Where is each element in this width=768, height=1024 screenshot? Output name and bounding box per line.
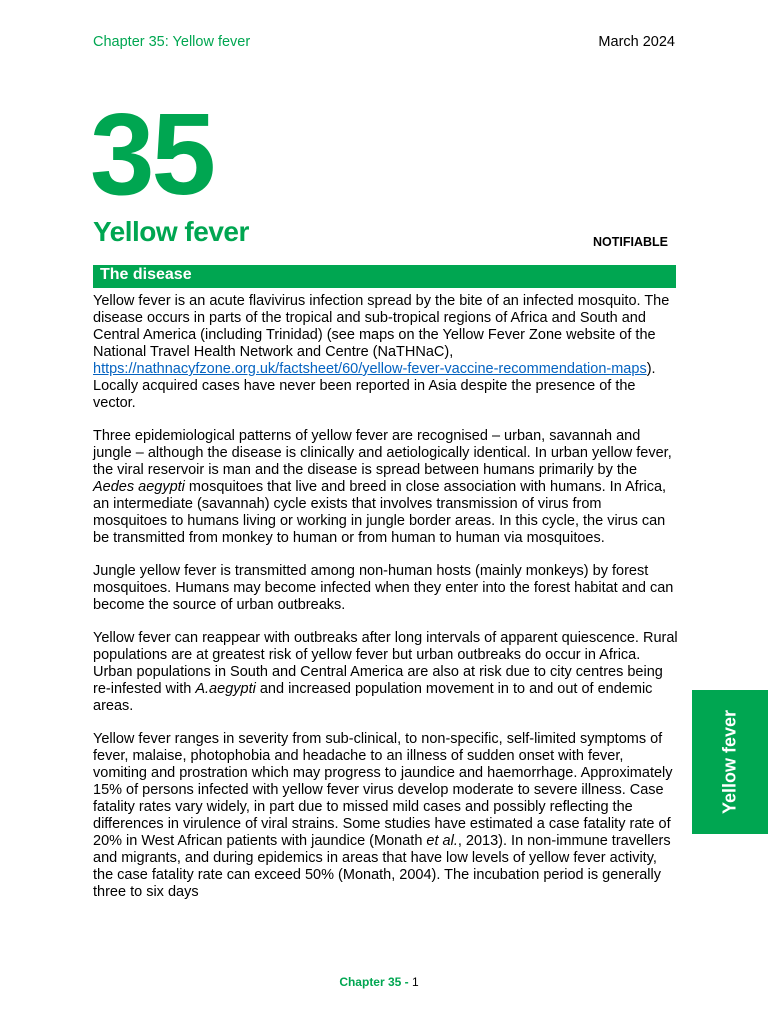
yellow-fever-maps-link[interactable]: https://nathnacyfzone.org.uk/factsheet/60/yellow-fever-vaccine-recommendation-maps xyxy=(93,361,647,377)
notifiable-label: NOTIFIABLE xyxy=(593,235,668,249)
page-footer xyxy=(0,975,758,989)
chapter-side-tab xyxy=(692,690,768,834)
body-text xyxy=(93,293,679,917)
paragraph-5-text-b: , 2013). In non-immune travellers and migrants, and during epidemics in areas that have low levels of yellow fever activity, the case fatality rate can exceed 50% (Monath, 2004). The incubation period is generally three to six days xyxy=(93,833,671,900)
running-header-chapter: Chapter 35: Yellow fever xyxy=(93,34,251,50)
paragraph-1 xyxy=(93,293,679,412)
side-tab-label: Yellow fever xyxy=(719,709,740,815)
footer-chapter: Chapter 35 - xyxy=(339,975,412,989)
paragraph-2-species: Aedes aegypti xyxy=(93,479,185,495)
paragraph-4 xyxy=(93,630,679,715)
paragraph-5 xyxy=(93,731,679,901)
paragraph-4-species: A.aegypti xyxy=(195,681,256,697)
section-heading: The disease xyxy=(100,266,192,283)
running-header-date: March 2024 xyxy=(598,34,675,50)
chapter-title: Yellow fever xyxy=(93,216,249,247)
paragraph-5-citation-italic: et al. xyxy=(426,833,458,849)
paragraph-4-text-a: Yellow fever can reappear with outbreaks after long intervals of apparent quiescence. Rural populations are at greatest risk of yellow fever but urban outbreaks do occur in Africa. Urban populations in South and Central America are also at risk due to city centres being re-infested with xyxy=(93,630,678,697)
paragraph-5-text-a: Yellow fever ranges in severity from sub-clinical, to non-specific, self-limited symptoms of fever, malaise, photophobia and headache to an illness of sudden onset with fever, vomiting and prostration which may progress to jaundice and haemorrhage. Approximately 15% of persons infected with yellow fever virus develop moderate to severe illness. Case fatality rates vary widely, in part due to missed mild cases and possibly reflecting the differences in virulence of viral strains. Some studies have estimated a case fatality rate of 20% in West African patients with jaundice (Monath xyxy=(93,731,673,849)
paragraph-2 xyxy=(93,428,679,547)
paragraph-3: Jungle yellow fever is transmitted among non-human hosts (mainly monkeys) by forest mosquitoes. Humans may become infected when they enter into the forest habitat and can become the source of urban outbreaks. xyxy=(93,563,674,613)
paragraph-2-text-a: Three epidemiological patterns of yellow fever are recognised – urban, savannah and jungle – although the disease is clinically and aetiologically identical. In urban yellow fever, the viral reservoir is man and the disease is spread between humans primarily by the xyxy=(93,428,672,478)
paragraph-1-text-b: ). Locally acquired cases have never been reported in Asia despite the presence of the vector. xyxy=(93,361,656,411)
chapter-number: 35 xyxy=(90,89,214,219)
paragraph-4-text-b: and increased population movement in to and out of endemic areas. xyxy=(93,681,653,714)
paragraph-2-text-b: mosquitoes that live and breed in close association with humans. In Africa, an intermediate (savannah) cycle exists that involves transmission of virus from mosquitoes to humans living or working in jungle border areas. In this cycle, the virus can be transmitted from monkey to human or from human to human via mosquitoes. xyxy=(93,479,667,546)
section-heading-bar xyxy=(93,265,676,288)
footer-page-number: 1 xyxy=(412,975,419,989)
paragraph-1-text-a: Yellow fever is an acute flavivirus infection spread by the bite of an infected mosquito. The disease occurs in parts of the tropical and sub-tropical regions of Africa and South and Central America (including Trinidad) (see maps on the Yellow Fever Zone website of the National Travel Health Network and Centre (NaTHNaC), xyxy=(93,293,670,360)
